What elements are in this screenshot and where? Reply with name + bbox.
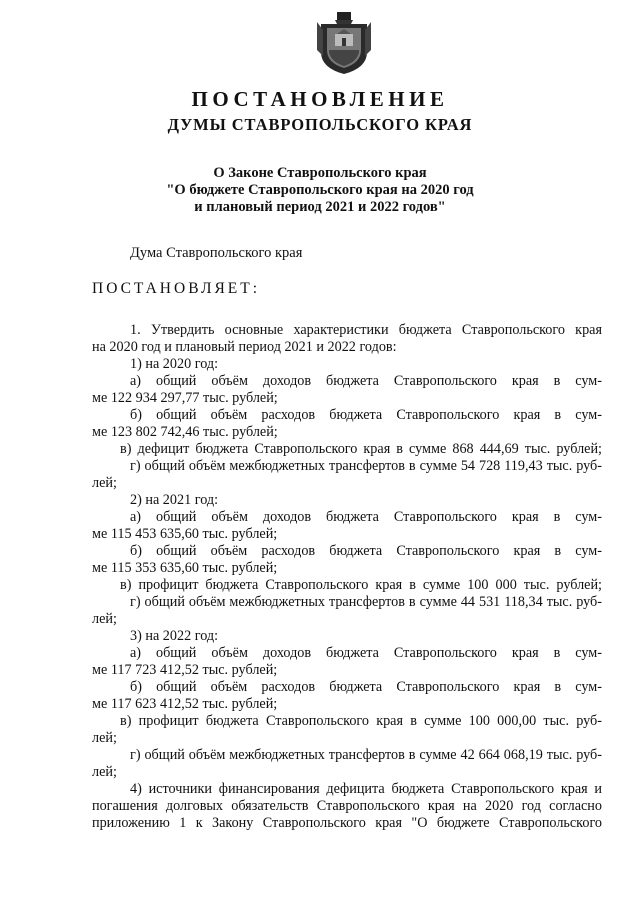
coat-of-arms-icon	[315, 10, 373, 76]
body-line: ме 123 802 742,46 тыс. рублей;	[92, 424, 278, 440]
body-line: а) общий объём доходов бюджета Ставропольского края в сум-	[130, 373, 602, 389]
body-line: ме 115 353 635,60 тыс. рублей;	[92, 560, 278, 576]
body-line: лей;	[92, 730, 117, 746]
body-line: г) общий объём межбюджетных трансфертов в сумме 42 664 068,19 тыс. руб-	[130, 747, 602, 763]
body-line: г) общий объём межбюджетных трансфертов в сумме 54 728 119,43 тыс. руб-	[130, 458, 602, 474]
body-line: б) общий объём расходов бюджета Ставропольского края в сум-	[130, 679, 602, 695]
document-subtitle: ДУМЫ СТАВРОПОЛЬСКОГО КРАЯ	[167, 115, 473, 134]
body-line: ме 117 723 412,52 тыс. рублей;	[92, 662, 278, 678]
body-line: ме 122 934 297,77 тыс. рублей;	[92, 390, 278, 406]
body-line: лей;	[92, 475, 117, 491]
body-line: ме 115 453 635,60 тыс. рублей;	[92, 526, 278, 542]
body-line: в) дефицит бюджета Ставропольского края в сумме 868 444,69 тыс. рублей;	[120, 441, 602, 457]
subject-line: и плановый период 2021 и 2022 годов"	[194, 199, 446, 215]
body-line: б) общий объём расходов бюджета Ставропольского края в сум-	[130, 543, 602, 559]
body-line: на 2020 год и плановый период 2021 и 2022 годов:	[92, 339, 397, 355]
resolves-heading: ПОСТАНОВЛЯЕТ:	[92, 280, 261, 297]
body-line: лей;	[92, 611, 117, 627]
body-line: а) общий объём доходов бюджета Ставропольского края в сум-	[130, 645, 602, 661]
duma-line: Дума Ставропольского края	[130, 245, 303, 261]
body-line: ме 117 623 412,52 тыс. рублей;	[92, 696, 278, 712]
body-line: а) общий объём доходов бюджета Ставропольского края в сум-	[130, 509, 602, 525]
body-line: г) общий объём межбюджетных трансфертов в сумме 44 531 118,34 тыс. руб-	[130, 594, 602, 610]
body-line: 4) источники финансирования дефицита бюджета Ставропольского края и	[130, 781, 602, 797]
body-line: приложению 1 к Закону Ставропольского края "О бюджете Ставропольского	[92, 815, 602, 831]
body-line: 1) на 2020 год:	[130, 356, 219, 372]
body-line: лей;	[92, 764, 117, 780]
body-line: в) профицит бюджета Ставропольского края в сумме 100 000 тыс. рублей;	[120, 577, 602, 593]
subject-line: "О бюджете Ставропольского края на 2020 год	[166, 182, 474, 198]
body-line: 3) на 2022 год:	[130, 628, 219, 644]
document-title: ПОСТАНОВЛЕНИЕ	[191, 87, 449, 111]
body-line: б) общий объём расходов бюджета Ставропольского края в сум-	[130, 407, 602, 423]
subject-line: О Законе Ставропольского края	[213, 165, 427, 181]
body-line: погашения долговых обязательств Ставропольского края на 2020 год согласно	[92, 798, 602, 814]
body-line: 1. Утвердить основные характеристики бюджета Ставропольского края	[130, 322, 602, 338]
body-line: в) профицит бюджета Ставропольского края в сумме 100 000,00 тыс. руб-	[120, 713, 602, 729]
body-line: 2) на 2021 год:	[130, 492, 219, 508]
